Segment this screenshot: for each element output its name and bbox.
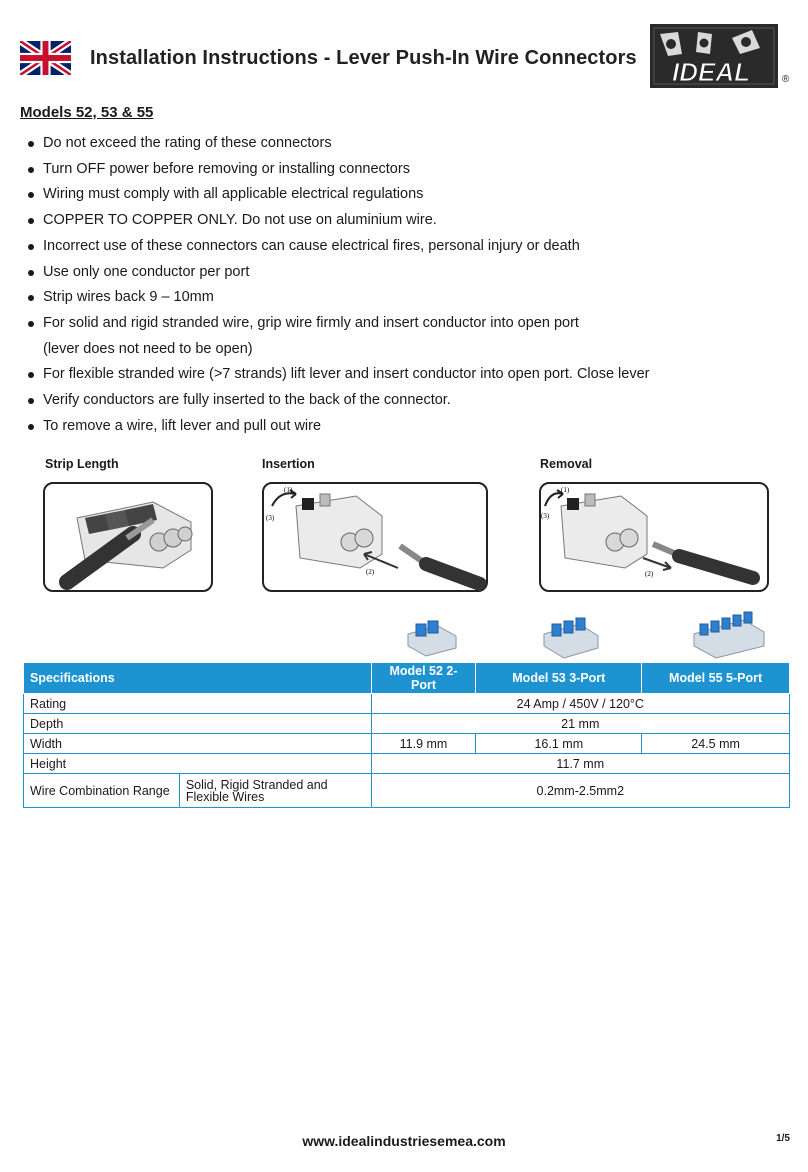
row-value: 16.1 mm xyxy=(476,734,642,754)
page-title: Installation Instructions - Lever Push-In Wire Connectors xyxy=(90,47,637,69)
figure-label-insertion: Insertion xyxy=(262,457,315,471)
table-row xyxy=(24,754,790,774)
list-item: Wiring must comply with all applicable electrical regulations xyxy=(24,182,794,208)
model-53-image xyxy=(538,614,602,660)
registered-mark: ® xyxy=(782,74,790,85)
instruction-list xyxy=(24,131,794,439)
footer-url: www.idealindustriesemea.com xyxy=(302,1133,506,1149)
table-header: Model 52 2-Port xyxy=(371,663,476,694)
row-value: 11.7 mm xyxy=(371,754,789,774)
list-item-line: For solid and rigid stranded wire, grip wire firmly and insert conductor into open port xyxy=(43,314,579,331)
step-label: (2) xyxy=(366,568,375,576)
connector-insertion-illustration xyxy=(264,484,486,590)
table-header: Model 53 3-Port xyxy=(476,663,642,694)
removal-figure xyxy=(539,482,769,592)
row-value: 11.9 mm xyxy=(371,734,476,754)
model-55-image xyxy=(690,610,766,660)
list-item: Strip wires back 9 – 10mm xyxy=(24,285,794,311)
page-number: 1/5 xyxy=(776,1133,790,1144)
row-value: 21 mm xyxy=(371,714,789,734)
list-item: Do not exceed the rating of these connectors xyxy=(24,131,794,157)
row-label: Height xyxy=(24,754,372,774)
strip-length-figure xyxy=(43,482,213,592)
step-label: (3) xyxy=(541,512,550,520)
row-value: 0.2mm-2.5mm2 xyxy=(371,774,789,808)
table-header-row xyxy=(24,663,790,694)
table-row xyxy=(24,774,790,808)
step-label: (3) xyxy=(266,514,275,522)
logo-text: IDEAL xyxy=(672,57,750,87)
ideal-logo xyxy=(648,24,790,90)
list-item: Turn OFF power before removing or installing connectors xyxy=(24,157,794,183)
row-label: Rating xyxy=(24,694,372,714)
uk-flag-icon xyxy=(20,41,71,75)
list-item: For flexible stranded wire (>7 strands) lift lever and insert conductor into open port. Close lever xyxy=(24,362,794,388)
table-header: Model 55 5-Port xyxy=(642,663,790,694)
row-label: Width xyxy=(24,734,372,754)
step-label: (1) xyxy=(284,486,293,494)
table-header: Specifications xyxy=(24,663,372,694)
models-heading: Models 52, 53 & 55 xyxy=(20,104,154,121)
row-label: Wire Combination Range xyxy=(24,774,180,808)
list-item xyxy=(24,311,794,362)
specifications-table xyxy=(23,662,790,808)
list-item: To remove a wire, lift lever and pull out wire xyxy=(24,414,794,440)
table-row xyxy=(24,734,790,754)
model-52-image xyxy=(398,614,462,660)
list-item-continuation: (lever does not need to be open) xyxy=(43,340,253,357)
list-item: Incorrect use of these connectors can cause electrical fires, personal injury or death xyxy=(24,234,794,260)
list-item: Verify conductors are fully inserted to the back of the connector. xyxy=(24,388,794,414)
figure-label-strip: Strip Length xyxy=(45,457,119,471)
step-label: (2) xyxy=(645,570,654,578)
insertion-figure xyxy=(262,482,488,592)
table-row xyxy=(24,714,790,734)
connector-strip-illustration xyxy=(45,484,211,590)
row-label: Depth xyxy=(24,714,372,734)
row-value: 24 Amp / 450V / 120°C xyxy=(371,694,789,714)
row-value: 24.5 mm xyxy=(642,734,790,754)
list-item: COPPER TO COPPER ONLY. Do not use on aluminium wire. xyxy=(24,208,794,234)
connector-removal-illustration xyxy=(541,484,767,590)
figure-label-removal: Removal xyxy=(540,457,593,471)
step-label: (1) xyxy=(561,486,570,494)
table-row xyxy=(24,694,790,714)
list-item: Use only one conductor per port xyxy=(24,260,794,286)
row-sublabel: Solid, Rigid Stranded and Flexible Wires xyxy=(179,774,371,808)
